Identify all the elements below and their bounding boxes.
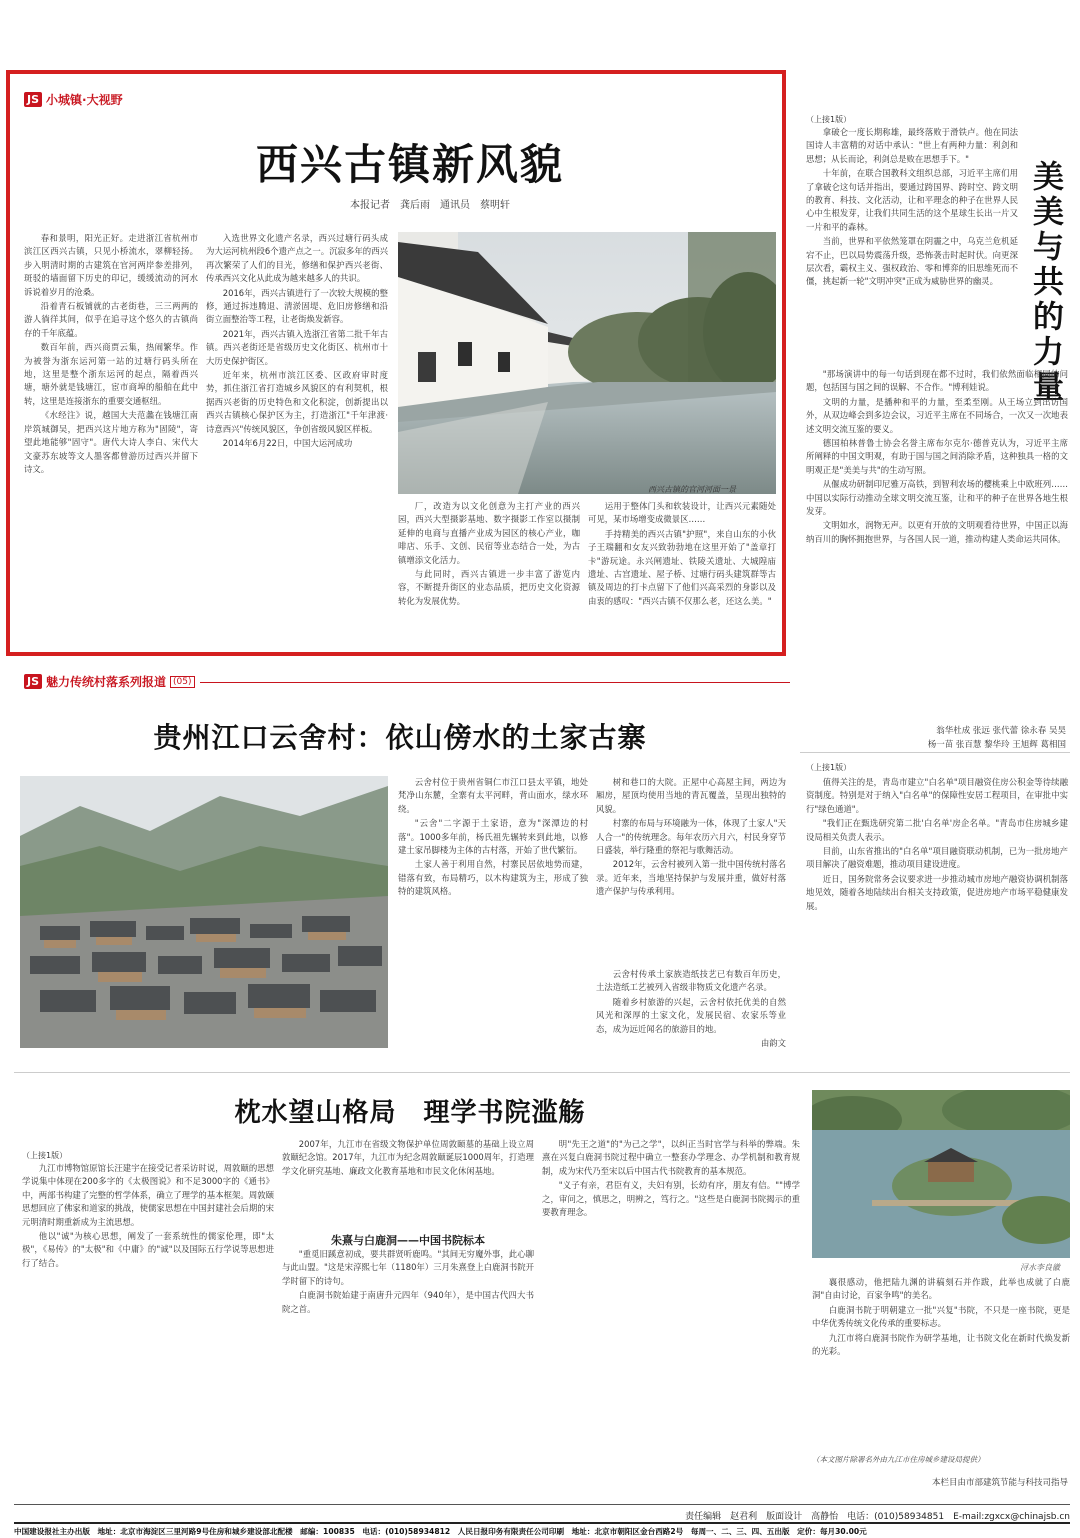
- academy-headline: 枕水望山格局 理学书院滥觞: [234, 1098, 586, 1128]
- feature-col-2: 入选世界文化遗产名录，西兴过塘行码头成为大运河杭州段6个遗产点之一。沉寂多年的西兴再次繁荣了人们的目光，修缮和保护西兴老街、传承西兴文化从此成为越来越多人的共识。 2016年，西兴古镇进行了一次较大规模的整修，通过拆违腾退、清淤固堤、危旧房修缮和沿街立面整治等工程，让老街焕发新容。 2021年，西兴古镇入选浙江省第二批千年古镇。西兴老街还是省级历史文化街区、杭州市十大历史保护街区。 近年来，杭州市滨江区委、区政府审时度势，抓住浙江省打造城乡风貌区的有利契机，根据西兴老街的历史特色和文化积淀，创新提出以西兴古镇核心保护区为主，打造浙江"千年津渡·诗意西兴"传统风貌区，争创省级风貌区样板。 2014年6月22日，中国大运河成功: [206, 233, 388, 449]
- sidebar-vertical-title: 美美与共的力量: [1027, 160, 1063, 405]
- feature-photo-caption: 西兴古镇的官河河面一景: [648, 485, 736, 494]
- sidebar-body: 拿破仑一度长期称雄，最终落败于滑铁卢。他在同法国诗人丰富精的对话中承认："世上有两种力量：利剑和思想；从长而论，利剑总是败在思想手下。" 十年前，在联合国教科文组织总部，习近平主席们用了拿破仑这句话并指出，要通过跨国界、跨时空、跨文明的教育、科技、文化活动，让和平理念的种子在世界人民心中生根发芽，让我们共同生活的这个星球生长出一片又一片和平的森林。 当前，世界和平依然笼罩在阴霾之中，乌克兰危机延宕不止，巴以局势震荡升级，恐怖袭击时起时伏。向更深层次看，霸权主义、强权政治、零和博弈的旧思维死而不僵，挑起新一轮"文明冲突"正成为威胁世界的幽灵。: [806, 127, 1018, 287]
- feature-canal-photo: [398, 232, 776, 494]
- academy-editor-note: 本栏目由市部建筑节能与科技司指导: [931, 1478, 1068, 1488]
- feature-column-tag: [24, 91, 123, 108]
- academy-photo: [812, 1090, 1070, 1258]
- feature-byline: 本报记者 龚后雨 通讯员 蔡明轩: [350, 200, 510, 211]
- footer-rule-top: [14, 1504, 1070, 1505]
- village-tag-text: 魅力传统村落系列报道: [46, 675, 167, 689]
- village-col-2: 树和巷口的大院。正屋中心高屋主间，两边为厢房，屋顶均使用当地的青瓦覆盖，呈现出独特的风貌。 村寨的布局与环境融为一体，体现了土家人"天人合一"的传统理念。每年农历六月六，村民身穿节日盛装，举行隆重的祭祀与歌舞活动。 2012年，云舍村被列入第一批中国传统村落名录。近年来，当地坚持保护与发展并重，做好村落遗产保护与传承利用。: [596, 777, 786, 897]
- academy-col-1: 九江市博物馆原馆长汪建宇在接受记者采访时说，周敦颐的思想学说集中体现在200多字的《太极图说》和不足3000字的《通书》中，两部书构建了完整的哲学体系，确立了理学的基本框架。周敦颐思想回应了佛家和道家的挑战，使儒家思想在中国封建社会后期的宋元明清时期重新成为主流思想。 他以"诚"为核心思想，阐发了一套系统性的儒家伦理，即"太极"，《易传》的"太极"和《中庸》的"诚"以及国际五行学说等思想进行了结合。: [22, 1163, 274, 1268]
- academy-col-2b: "重觅旧蹊意初成，要共群贤听鹿鸣。"其间无穷魔外事，此心聊与此山盟。"这是宋淳熙七年（1180年）三月朱熹登上白鹿洞书院开学时留下的诗句。 白鹿洞书院始建于南唐升元四年（940年），是中国古代四大书院之首。: [282, 1249, 534, 1314]
- column-tag-text: 小城镇·大视野: [46, 93, 123, 107]
- sidebar-continued: （上接1版）: [806, 115, 852, 124]
- footer-rule-bottom: [14, 1522, 1070, 1524]
- js-badge: JS: [24, 92, 42, 107]
- footer-publisher: 中国建设报社主办出版 地址：北京市海淀区三里河路9号住房和城乡建设部北配楼 邮编：100835 电话：(010)58934812 人民日报印务有限责任公司印刷 地址：北京市朝阳区金台西路2号 每周一、二、三、四、五出版 定价：每月30.00元: [14, 1527, 867, 1536]
- village-column-tag: [24, 673, 195, 690]
- village-tag-rule: [200, 682, 790, 683]
- academy-photo-note: （本文图片除署名外由九江市住房城乡建设局提供）: [812, 1455, 985, 1464]
- feature-col-3: 厂，改造为以文化创意为主打产业的西兴园，西兴大型摄影基地、数字摄影工作室以摄制延伸的电商与直播产业成为园区的核心产业，咖啡店、乐手、文创、民宿等业态结合一处，为古镇增添文化活力。 与此同时，西兴古镇进一步丰富了游览内容，不断提升街区的业态品质，把历史文化资源转化为发展优势。: [398, 501, 580, 606]
- feature-headline: 西兴古镇新风貌: [255, 140, 564, 189]
- js-badge: JS: [24, 674, 42, 689]
- village-col-3: 云舍村传承土家族造纸技艺已有数百年历史，土法造纸工艺被列入省级非物质文化遗产名录。 随着乡村旅游的兴起，云舍村依托优美的自然风光和深厚的土家文化，发展民宿、农家乐等业态，成为远近闻名的旅游目的地。 由韵文: [596, 969, 786, 1049]
- series-number: (05): [170, 676, 194, 688]
- feature-col-4: 运用于整体门头和软装设计，让西兴元素随处可见，某市场增变成微景区…… 手持精美的西兴古镇"护照"，来自山东的小伙子王瑞翻和女友兴致勃勃地在这里开始了"盖章打卡"游玩途。永兴闸遗址、铁陵关遗址、大城隍庙遗址、古宫遗址、屋子桥、过塘行码头建筑群等古镇及周边的打卡点留下了他们兴高采烈的身影以及由衷的感叹："西兴古镇不仅那么老，还这么美。": [588, 501, 776, 606]
- village-photo: [20, 776, 388, 1048]
- academy-continued: （上接1版）: [22, 1151, 68, 1160]
- academy-subhead: 朱熹与白鹿洞——中国书院标本: [331, 1234, 485, 1247]
- academy-photo-caption: 浔水李良徽: [1020, 1263, 1060, 1272]
- divider-right-1: [800, 752, 1070, 753]
- sidebar-body-2: "那场演讲中的每一句话到现在都不过时，我们依然面临相同的问题，包括国与国之间的误解、不合作。"博利娃说。 文明的力量，是播种和平的力量，至柔至刚。从王场立到出访国外，从双边峰会到多边会议，习近平主席在不同场合，一次又一次地表述文明交流互鉴的要义。 德国柏林普鲁士协会名誉主席布尔克尔·德普克认为，习近平主席所阐释的中国文明观，有助于国与国之间消除矛盾，这种独具一格的文明观正是"美美与共"的生动写照。 从偃成功研制印尼雅万高铁，到智利农场的樱桃乘上中欧班列……中国以实际行动推动全球文明交流互鉴，让和平的种子在世界各地生根发芽。 文明如水，润物无声。以更有开放的文明观看待世界，中国正以海纳百川的胸怀拥抱世界，与各国人民一道，推动构建人类命运共同体。: [806, 369, 1068, 544]
- village-col-1: 云舍村位于贵州省铜仁市江口县太平镇，地处梵净山东麓，全寨有太平河畔，背山面水，绿水环绕。 "云舍"二字源于土家语，意为"深潭边的村落"。1000多年前，杨氏祖先辗转来到此地，以修建土家吊脚楼为主体的古村落，开始了世代繁衍。 土家人善于利用自然，村寨民居依地势而建，错落有致，布局精巧，以木构建筑为主，形成了独特的建筑风格。: [398, 777, 588, 897]
- divider-mid: [14, 1072, 1070, 1073]
- sidebar2-continued: （上接1版）: [806, 763, 852, 772]
- sidebar-authors-2: 杨一苗 张百慧 黎华玲 王旭辉 葛相国: [927, 740, 1066, 750]
- feature-col-1: 春和景明，阳光正好。走进浙江省杭州市滨江区西兴古镇，只见小桥流水，翠柳轻扬。步入明清时期的古建筑在官河两岸参差排列，斑驳的墙面留下历史的印记，缓缓流动的河水诉说着岁月的沧桑。 沿着青石板铺就的古老街巷，三三两两的游人徜徉其间，似乎在追寻这个悠久的古镇尚存的千年底蕴。 数百年前，西兴商贾云集，热闹繁华。作为被誉为浙东运河第一站的过塘行码头所在地，这里是整个浙东运河的起点，隔着西兴塘，塘外就是钱塘江，宦市商埠的船舶在此中转，这里是连接浙东的重要交通枢纽。 《水经注》说，越国大夫范蠡在钱塘江南岸筑城御吴，把西兴这片地方称为"固陵"，寄望此地能够"固守"。唐代大诗人李白、宋代大文豪苏东坡等文人墨客都曾游历过西兴并留下诗文。: [24, 233, 198, 474]
- academy-col-3: 明"先王之道"的"为己之学"，以纠正当时官学与科举的弊端。朱熹在兴复白鹿洞书院过程中确立一整套办学理念、办学机制和教育规制，成为宋代乃至宋以后中国古代书院教育的基本规范。 "义子有亲，君臣有义，夫妇有别，长幼有序，朋友有信。""博学之，审问之，慎思之，明辨之，笃行之。"这些是白鹿洞书院揭示的重要教育理念。: [542, 1139, 800, 1218]
- footer-editor-info: 责任编辑 赵君利 版面设计 高静怡 电话：(010)58934851 E-mail:zgxcx@chinajsb.cn: [685, 1512, 1070, 1522]
- sidebar-authors-1: 翁华杜成 张远 张代蕾 徐永春 吴昊: [936, 726, 1066, 736]
- academy-col-4: 襄很感动，他把陆九渊的讲稿刻石并作跋，此举也成就了白鹿洞"自由讨论，百家争鸣"的美名。 白鹿洞书院于明朝建立一批"兴复"书院，不只是一座书院，更是中华优秀传统文化传承的重要标志。 九江市将白鹿洞书院作为研学基地，让书院文化在新时代焕发新的光彩。: [812, 1277, 1070, 1357]
- village-headline: 贵州江口云舍村：依山傍水的土家古寨: [153, 721, 647, 754]
- sidebar2-body: 值得关注的是，青岛市建立"白名单"项目融资住房公积金等待续融资制度。特别是对于纳入"白名单"的保障性安居工程项目，在审批中实行"绿色通道"。 "我们正在甄选研究第二批'白名单'房企名单。"青岛市住房城乡建设局相关负责人表示。 目前，山东省推出的"白名单"项目融资联动机制，已为一批房地产项目解决了融资难题，推动项目建设进度。 近日，国务院常务会议要求进一步推动城市房地产融资协调机制落地见效，随着各地陆续出台相关支持政策，促进房地产市场平稳健康发展。: [806, 777, 1068, 911]
- academy-col-2: 2007年，九江市在省级文物保护单位周敦颐墓的基础上设立周敦颐纪念馆。2017年，九江市为纪念周敦颐诞辰1000周年，打造理学文化研究基地、廉政文化教育基地和市民文化休闲基地。: [282, 1139, 534, 1176]
